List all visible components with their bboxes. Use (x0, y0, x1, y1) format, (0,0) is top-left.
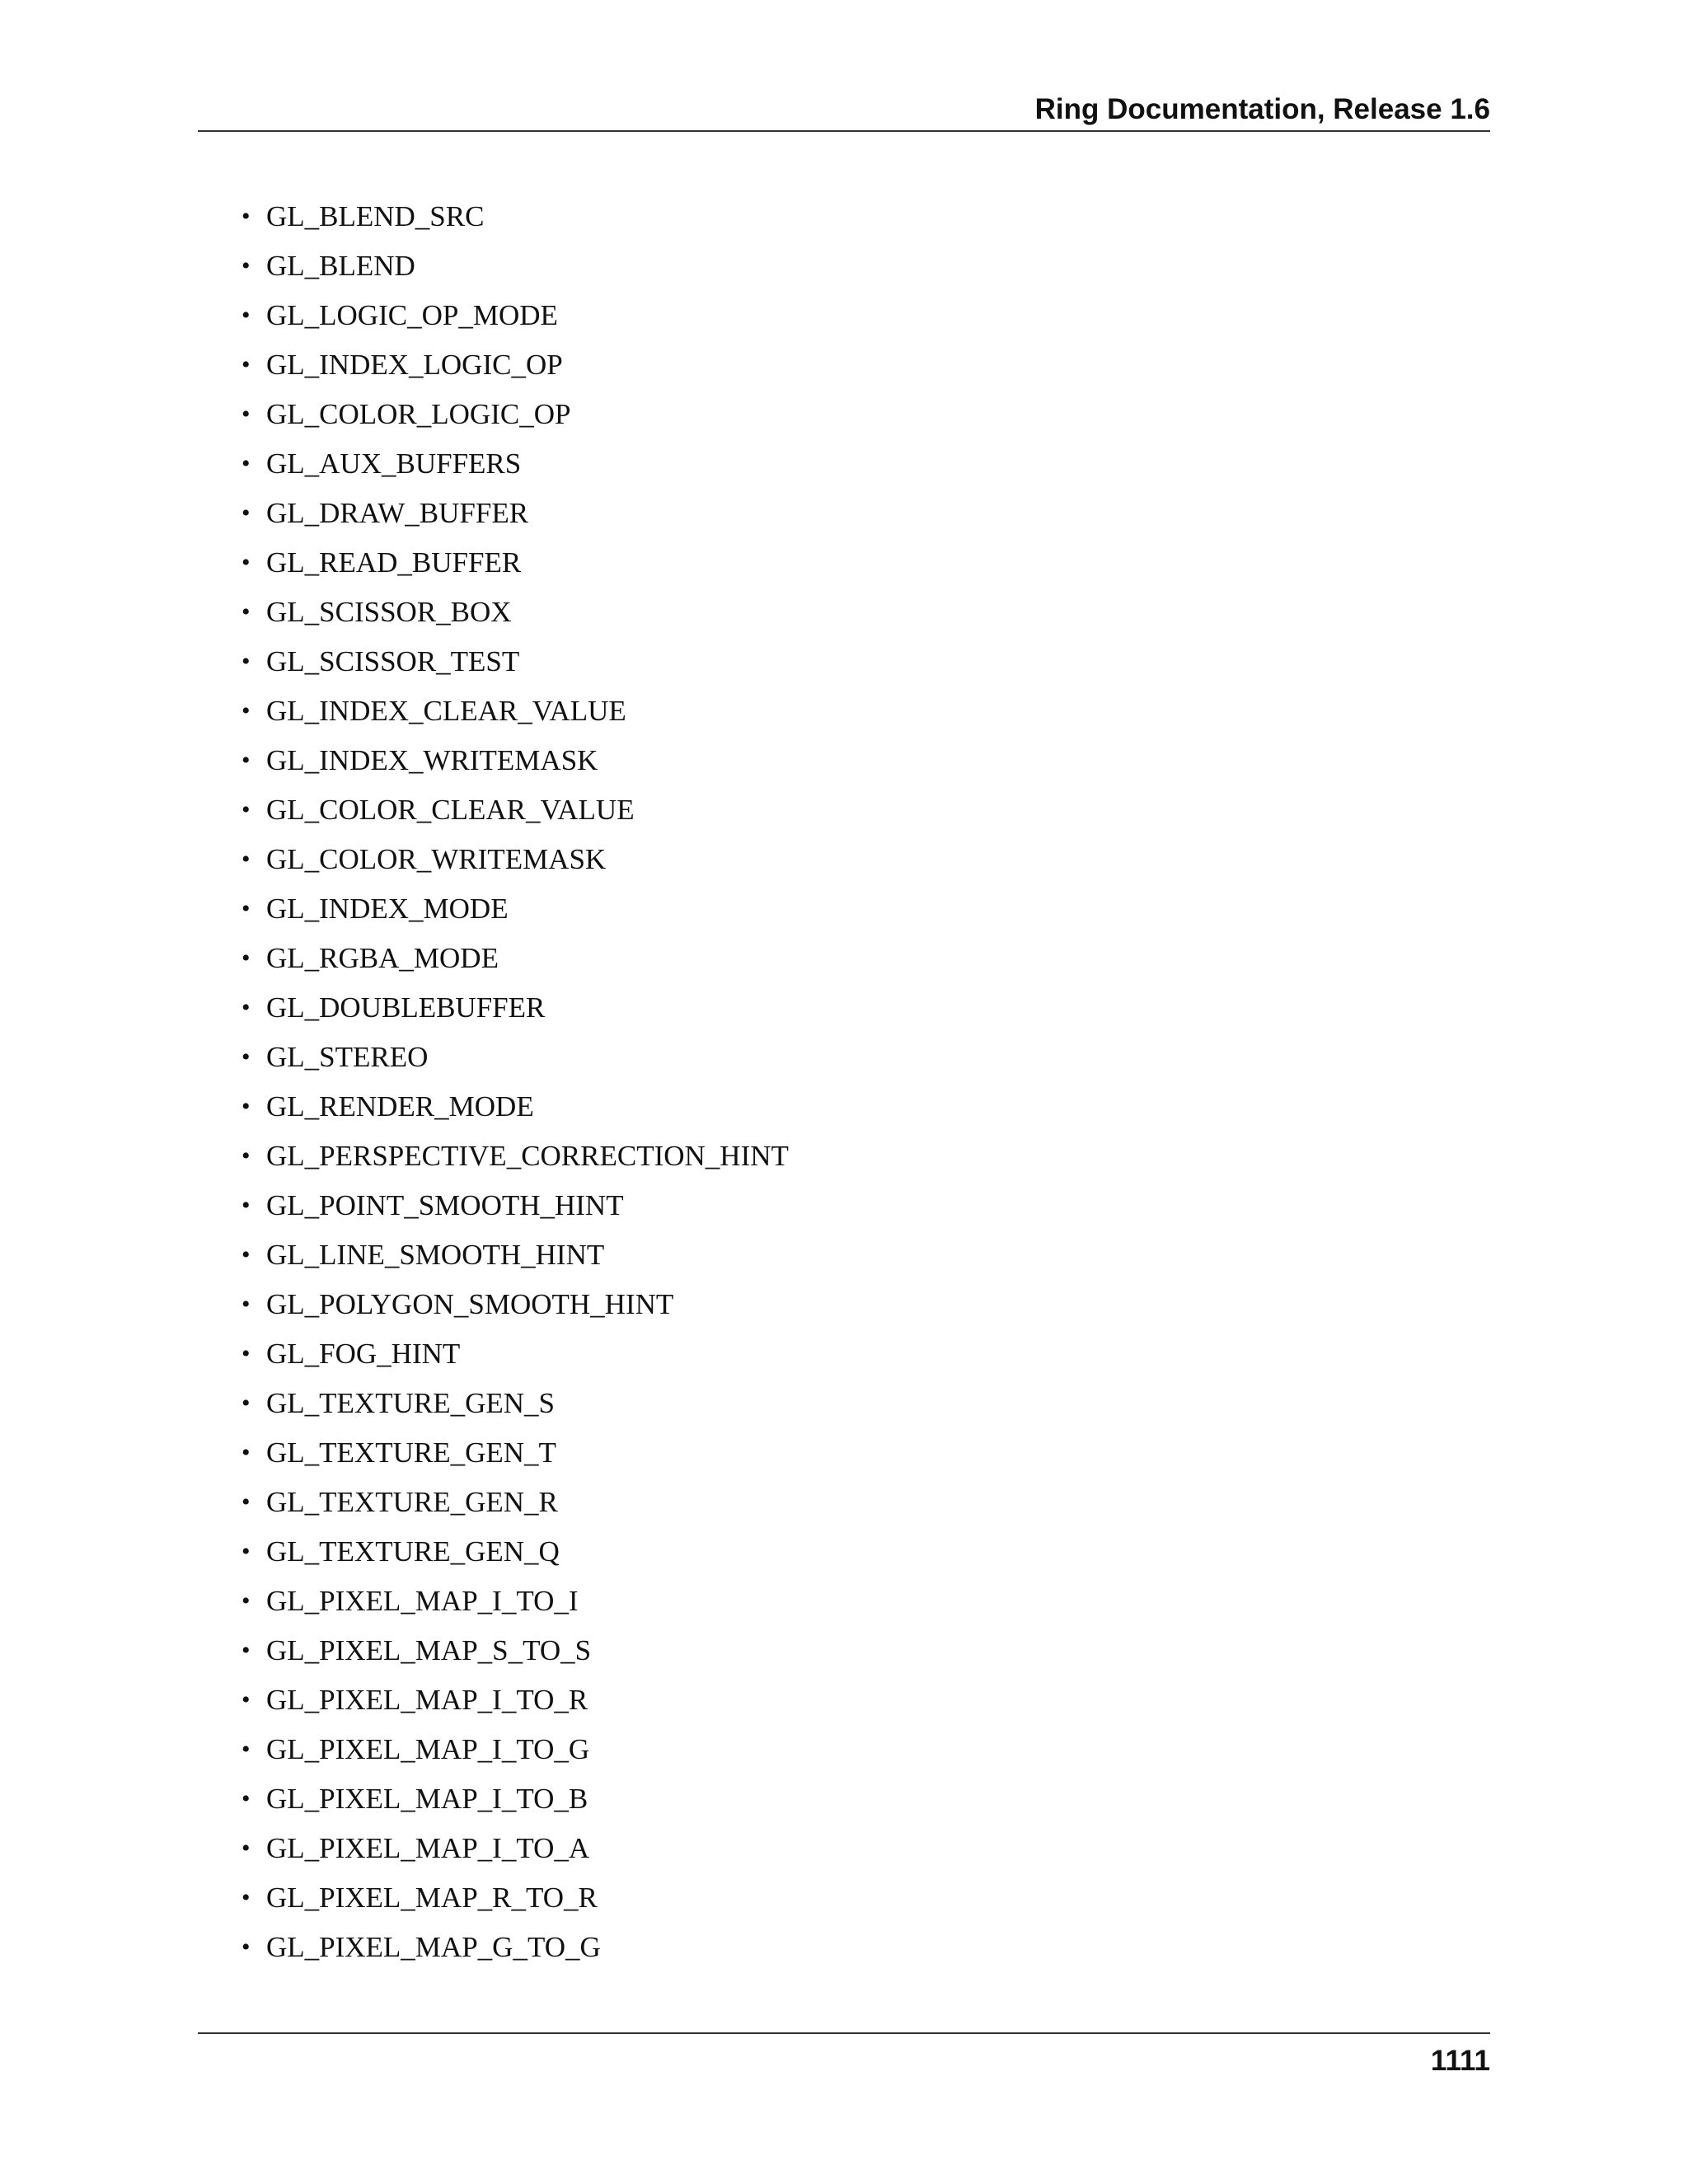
list-item (0, 1082, 789, 1132)
constant-name: GL_DRAW_BUFFER (266, 497, 529, 529)
constant-name: GL_PIXEL_MAP_I_TO_R (266, 1684, 588, 1716)
constant-name: GL_AUX_BUFFERS (266, 448, 522, 480)
list-item (0, 1132, 789, 1181)
bullet-icon: • (241, 203, 251, 230)
constant-name: GL_BLEND (266, 250, 415, 282)
constant-name: GL_RGBA_MODE (266, 942, 499, 974)
footer-rule (198, 2032, 1490, 2034)
list-item (0, 835, 789, 884)
bullet-icon: • (241, 598, 251, 626)
list-item (0, 1675, 789, 1725)
bullet-icon: • (241, 1587, 251, 1615)
list-item (0, 1478, 789, 1527)
constant-name: GL_PIXEL_MAP_S_TO_S (266, 1634, 592, 1666)
bullet-icon: • (241, 1291, 251, 1318)
constant-name: GL_PIXEL_MAP_R_TO_R (266, 1882, 598, 1914)
constant-name: GL_SCISSOR_TEST (266, 645, 520, 677)
constant-name: GL_TEXTURE_GEN_T (266, 1436, 556, 1469)
constants-list (0, 192, 789, 1972)
list-item (0, 687, 789, 736)
bullet-icon: • (241, 549, 251, 576)
bullet-icon: • (241, 1884, 251, 1911)
bullet-icon: • (241, 697, 251, 724)
constant-name: GL_STEREO (266, 1041, 429, 1073)
list-item (0, 1774, 789, 1824)
list-item (0, 1725, 789, 1774)
list-item (0, 637, 789, 687)
page-number: 1111 (1430, 2045, 1490, 2077)
list-item (0, 1379, 789, 1428)
constant-name: GL_COLOR_LOGIC_OP (266, 398, 571, 430)
constant-name: GL_BLEND_SRC (266, 200, 485, 232)
list-item (0, 1230, 789, 1280)
list-item (0, 1428, 789, 1478)
list-item (0, 1527, 789, 1577)
bullet-icon: • (241, 1488, 251, 1516)
bullet-icon: • (241, 747, 251, 774)
constant-name: GL_LOGIC_OP_MODE (266, 299, 558, 331)
list-item (0, 439, 789, 489)
list-item (0, 1824, 789, 1873)
list-item (0, 1329, 789, 1379)
constant-name: GL_SCISSOR_BOX (266, 596, 512, 628)
bullet-icon: • (241, 450, 251, 477)
constant-name: GL_READ_BUFFER (266, 546, 522, 579)
constant-name: GL_POINT_SMOOTH_HINT (266, 1189, 624, 1221)
list-item (0, 785, 789, 835)
constant-name: GL_PIXEL_MAP_I_TO_B (266, 1783, 588, 1815)
bullet-icon: • (241, 1637, 251, 1664)
bullet-icon: • (241, 1043, 251, 1071)
constant-name: GL_TEXTURE_GEN_R (266, 1486, 558, 1518)
bullet-icon: • (241, 1192, 251, 1219)
list-item (0, 1181, 789, 1230)
bullet-icon: • (241, 1142, 251, 1169)
list-item (0, 1033, 789, 1082)
header-rule (198, 130, 1490, 132)
list-item (0, 241, 789, 291)
constant-name: GL_COLOR_CLEAR_VALUE (266, 794, 635, 826)
constant-name: GL_INDEX_CLEAR_VALUE (266, 695, 626, 727)
bullet-icon: • (241, 1538, 251, 1565)
bullet-icon: • (241, 252, 251, 279)
bullet-icon: • (241, 1736, 251, 1763)
bullet-icon: • (241, 944, 251, 972)
bullet-icon: • (241, 1439, 251, 1466)
bullet-icon: • (241, 401, 251, 428)
bullet-icon: • (241, 1686, 251, 1713)
list-item (0, 538, 789, 588)
constant-name: GL_PIXEL_MAP_I_TO_A (266, 1832, 590, 1864)
bullet-icon: • (241, 302, 251, 329)
constant-name: GL_COLOR_WRITEMASK (266, 843, 607, 875)
list-item (0, 1626, 789, 1675)
bullet-icon: • (241, 994, 251, 1021)
bullet-icon: • (241, 1933, 251, 1961)
list-item (0, 934, 789, 983)
list-item (0, 983, 789, 1033)
list-item (0, 489, 789, 538)
constant-name: GL_INDEX_WRITEMASK (266, 744, 598, 776)
constant-name: GL_TEXTURE_GEN_S (266, 1387, 555, 1419)
bullet-icon: • (241, 1093, 251, 1120)
constant-name: GL_PERSPECTIVE_CORRECTION_HINT (266, 1140, 789, 1172)
bullet-icon: • (241, 895, 251, 922)
bullet-icon: • (241, 1241, 251, 1268)
list-item (0, 390, 789, 439)
bullet-icon: • (241, 648, 251, 675)
constant-name: GL_TEXTURE_GEN_Q (266, 1535, 560, 1568)
bullet-icon: • (241, 1390, 251, 1417)
list-item (0, 1873, 789, 1923)
constant-name: GL_POLYGON_SMOOTH_HINT (266, 1288, 674, 1320)
bullet-icon: • (241, 846, 251, 873)
bullet-icon: • (241, 1340, 251, 1367)
running-header: Ring Documentation, Release 1.6 (1034, 93, 1490, 125)
constant-name: GL_LINE_SMOOTH_HINT (266, 1239, 605, 1271)
constant-name: GL_RENDER_MODE (266, 1090, 534, 1122)
list-item (0, 884, 789, 934)
list-item (0, 291, 789, 340)
constant-name: GL_PIXEL_MAP_G_TO_G (266, 1931, 601, 1963)
list-item (0, 340, 789, 390)
constant-name: GL_FOG_HINT (266, 1338, 461, 1370)
list-item (0, 588, 789, 637)
bullet-icon: • (241, 796, 251, 823)
list-item (0, 1280, 789, 1329)
constant-name: GL_PIXEL_MAP_I_TO_I (266, 1585, 579, 1617)
bullet-icon: • (241, 499, 251, 527)
list-item (0, 1923, 789, 1972)
bullet-icon: • (241, 1835, 251, 1862)
bullet-icon: • (241, 1785, 251, 1812)
list-item (0, 1577, 789, 1626)
constant-name: GL_INDEX_LOGIC_OP (266, 349, 563, 381)
constant-name: GL_PIXEL_MAP_I_TO_G (266, 1733, 590, 1765)
list-item (0, 736, 789, 785)
constant-name: GL_INDEX_MODE (266, 893, 509, 925)
constant-name: GL_DOUBLEBUFFER (266, 991, 546, 1024)
list-item (0, 192, 789, 241)
bullet-icon: • (241, 351, 251, 378)
